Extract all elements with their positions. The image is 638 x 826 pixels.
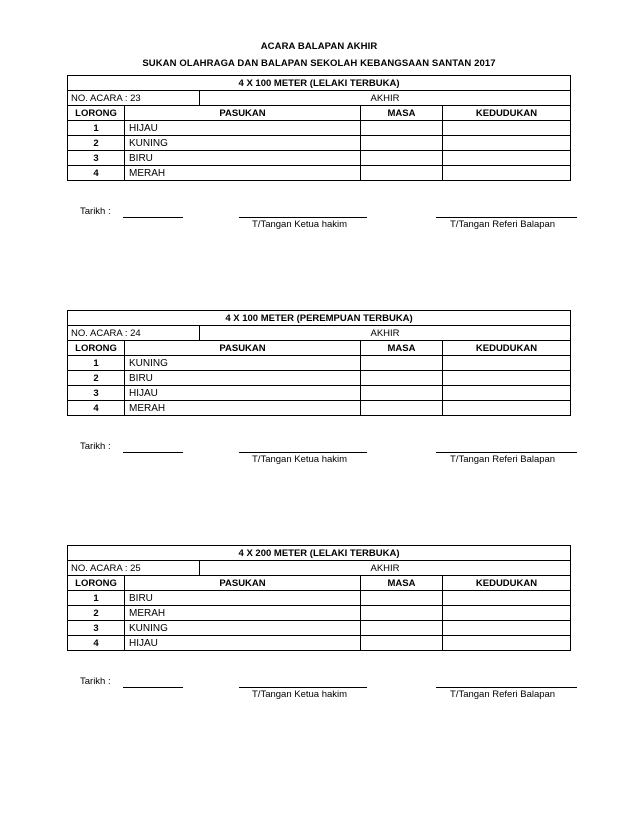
kedudukan-cell[interactable] <box>443 606 571 621</box>
table-row <box>68 401 571 416</box>
tarikh-line[interactable] <box>123 687 183 688</box>
kedudukan-cell[interactable] <box>443 136 571 151</box>
masa-cell[interactable] <box>361 386 443 401</box>
masa-cell[interactable] <box>361 621 443 636</box>
kedudukan-cell[interactable] <box>443 166 571 181</box>
team-name: MERAH <box>125 401 361 416</box>
team-name: BIRU <box>125 591 361 606</box>
ketua-signature-line[interactable] <box>239 217 367 218</box>
team-name: BIRU <box>125 151 361 166</box>
referi-signature-label: T/Tangan Referi Balapan <box>450 454 556 465</box>
masa-cell[interactable] <box>361 371 443 386</box>
team-name: MERAH <box>125 606 361 621</box>
referi-signature-label: T/Tangan Referi Balapan <box>450 219 556 230</box>
team-name: MERAH <box>125 166 361 181</box>
table-row <box>68 636 571 651</box>
table-row <box>68 606 571 621</box>
kedudukan-cell[interactable] <box>443 151 571 166</box>
tarikh-label: Tarikh : <box>80 206 111 217</box>
masa-cell[interactable] <box>361 356 443 371</box>
lane-number: 3 <box>68 386 125 401</box>
col-pasukan: PASUKAN <box>125 106 361 121</box>
col-kedudukan: KEDUDUKAN <box>443 576 571 591</box>
col-lorong: LORONG <box>68 106 125 121</box>
masa-cell[interactable] <box>361 636 443 651</box>
signature-block <box>67 441 587 465</box>
table-row <box>68 136 571 151</box>
event-table <box>67 545 571 651</box>
table-row <box>68 151 571 166</box>
col-masa: MASA <box>361 341 443 356</box>
lane-number: 1 <box>68 356 125 371</box>
signature-block <box>67 206 587 230</box>
table-row <box>68 356 571 371</box>
table-row <box>68 371 571 386</box>
kedudukan-cell[interactable] <box>443 401 571 416</box>
team-name: KUNING <box>125 136 361 151</box>
team-name: BIRU <box>125 371 361 386</box>
lane-number: 1 <box>68 121 125 136</box>
tarikh-label: Tarikh : <box>80 676 111 687</box>
event-title: 4 X 100 METER (LELAKI TERBUKA) <box>68 76 571 91</box>
referi-signature-line[interactable] <box>436 452 577 453</box>
table-row <box>68 386 571 401</box>
event-stage: AKHIR <box>200 91 571 106</box>
team-name: KUNING <box>125 356 361 371</box>
table-row <box>68 591 571 606</box>
event-section-23 <box>67 75 570 181</box>
kedudukan-cell[interactable] <box>443 591 571 606</box>
tarikh-line[interactable] <box>123 217 183 218</box>
referi-signature-line[interactable] <box>436 687 577 688</box>
tarikh-label: Tarikh : <box>80 441 111 452</box>
kedudukan-cell[interactable] <box>443 371 571 386</box>
col-pasukan: PASUKAN <box>125 576 361 591</box>
document-subtitle: SUKAN OLAHRAGA DAN BALAPAN SEKOLAH KEBANGSAAN SANTAN 2017 <box>142 58 496 69</box>
table-row <box>68 166 571 181</box>
team-name: KUNING <box>125 621 361 636</box>
ketua-signature-line[interactable] <box>239 452 367 453</box>
lane-number: 3 <box>68 151 125 166</box>
team-name: HIJAU <box>125 121 361 136</box>
ketua-signature-line[interactable] <box>239 687 367 688</box>
event-stage: AKHIR <box>200 326 571 341</box>
lane-number: 1 <box>68 591 125 606</box>
col-lorong: LORONG <box>68 341 125 356</box>
lane-number: 2 <box>68 136 125 151</box>
masa-cell[interactable] <box>361 121 443 136</box>
kedudukan-cell[interactable] <box>443 621 571 636</box>
tarikh-line[interactable] <box>123 452 183 453</box>
col-kedudukan: KEDUDUKAN <box>443 341 571 356</box>
event-title: 4 X 200 METER (LELAKI TERBUKA) <box>68 546 571 561</box>
masa-cell[interactable] <box>361 401 443 416</box>
masa-cell[interactable] <box>361 591 443 606</box>
ketua-signature-label: T/Tangan Ketua hakim <box>252 454 348 465</box>
masa-cell[interactable] <box>361 166 443 181</box>
col-kedudukan: KEDUDUKAN <box>443 106 571 121</box>
lane-number: 4 <box>68 166 125 181</box>
referi-signature-label: T/Tangan Referi Balapan <box>450 689 556 700</box>
ketua-signature-label: T/Tangan Ketua hakim <box>252 219 348 230</box>
lane-number: 2 <box>68 371 125 386</box>
signature-block <box>67 676 587 700</box>
lane-number: 3 <box>68 621 125 636</box>
col-masa: MASA <box>361 576 443 591</box>
team-name: HIJAU <box>125 386 361 401</box>
table-row <box>68 621 571 636</box>
document-title: ACARA BALAPAN AKHIR <box>260 41 378 52</box>
event-number: NO. ACARA : 24 <box>68 326 200 341</box>
masa-cell[interactable] <box>361 136 443 151</box>
ketua-signature-label: T/Tangan Ketua hakim <box>252 689 348 700</box>
col-pasukan: PASUKAN <box>125 341 361 356</box>
event-number: NO. ACARA : 23 <box>68 91 200 106</box>
referi-signature-line[interactable] <box>436 217 577 218</box>
masa-cell[interactable] <box>361 151 443 166</box>
kedudukan-cell[interactable] <box>443 386 571 401</box>
event-title: 4 X 100 METER (PEREMPUAN TERBUKA) <box>68 311 571 326</box>
kedudukan-cell[interactable] <box>443 356 571 371</box>
lane-number: 4 <box>68 636 125 651</box>
event-stage: AKHIR <box>200 561 571 576</box>
kedudukan-cell[interactable] <box>443 636 571 651</box>
event-section-25 <box>67 545 570 651</box>
event-number: NO. ACARA : 25 <box>68 561 200 576</box>
kedudukan-cell[interactable] <box>443 121 571 136</box>
col-masa: MASA <box>361 106 443 121</box>
team-name: HIJAU <box>125 636 361 651</box>
col-lorong: LORONG <box>68 576 125 591</box>
lane-number: 4 <box>68 401 125 416</box>
masa-cell[interactable] <box>361 606 443 621</box>
table-row <box>68 121 571 136</box>
lane-number: 2 <box>68 606 125 621</box>
event-table <box>67 75 571 181</box>
event-section-24 <box>67 310 570 416</box>
event-table <box>67 310 571 416</box>
